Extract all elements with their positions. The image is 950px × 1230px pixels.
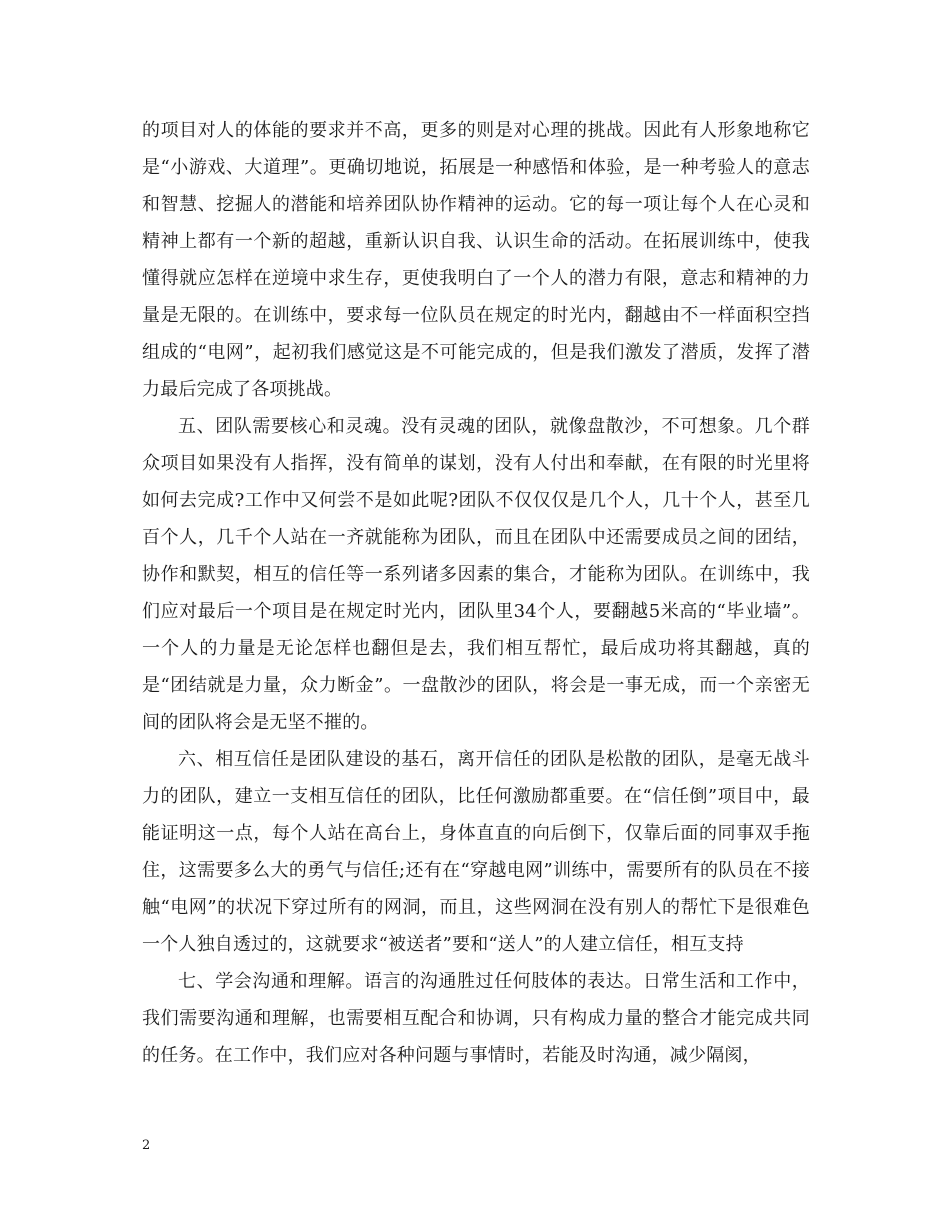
document-body bbox=[142, 112, 810, 1074]
page-number: 2 bbox=[142, 1138, 151, 1153]
paragraph-continuation: 的项目对人的体能的要求并不高，更多的则是对心理的挑战。因此有人形象地称它是“小游戏、大道理”。更确切地说，拓展是一种感悟和体验，是一种考验人的意志和智慧、挖掘人的潜能和培养团队协作精神的运动。它的每一项让每个人在心灵和精神上都有一个新的超越，重新认识自我、认识生命的活动。在拓展训练中，使我懂得就应怎样在逆境中求生存，更使我明白了一个人的潜力有限，意志和精神的力量是无限的。在训练中，要求每一位队员在规定的时光内，翻越由不一样面积空挡组成的“电网”，起初我们感觉这是不可能完成的，但是我们激发了潜质，发挥了潜力最后完成了各项挑战。 bbox=[142, 120, 810, 400]
paragraph-section-six: 六、相互信任是团队建设的基石，离开信任的团队是松散的团队，是毫无战斗力的团队，建立一支相互信任的团队，比任何激励都重要。在“信任倒”项目中，最能证明这一点，每个人站在高台上，身体直直的向后倒下，仅靠后面的同事双手拖住，这需要多么大的勇气与信任;还有在“穿越电网”训练中，需要所有的队员在不接触“电网”的状况下穿过所有的网洞，而且，这些网洞在没有别人的帮忙下是很难色一个人独自透过的，这就要求“被送者”要和“送人”的人建立信任，相互支持 bbox=[142, 749, 810, 955]
paragraph-section-seven: 七、学会沟通和理解。语言的沟通胜过任何肢体的表达。日常生活和工作中，我们需要沟通和理解，也需要相互配合和协调，只有构成力量的整合才能完成共同的任务。在工作中，我们应对各种问题与事情时，若能及时沟通，减少隔阂， bbox=[142, 971, 810, 1066]
paragraph-section-five: 五、团队需要核心和灵魂。没有灵魂的团队，就像盘散沙，不可想象。几个群众项目如果没有人指挥，没有简单的谋划，没有人付出和奉献，在有限的时光里将如何去完成?工作中又何尝不是如此呢?团队不仅仅仅是几个人，几十个人，甚至几百个人，几千个人站在一齐就能称为团队，而且在团队中还需要成员之间的团结，协作和默契，相互的信任等一系列诸多因素的集合，才能称为团队。在训练中，我们应对最后一个项目是在规定时光内，团队里34个人，要翻越5米高的“毕业墙”。一个人的力量是无论怎样也翻但是去，我们相互帮忙，最后成功将其翻越，真的是“团结就是力量，众力断金”。一盘散沙的团队，将会是一事无成，而一个亲密无间的团队将会是无坚不摧的。 bbox=[142, 416, 810, 733]
